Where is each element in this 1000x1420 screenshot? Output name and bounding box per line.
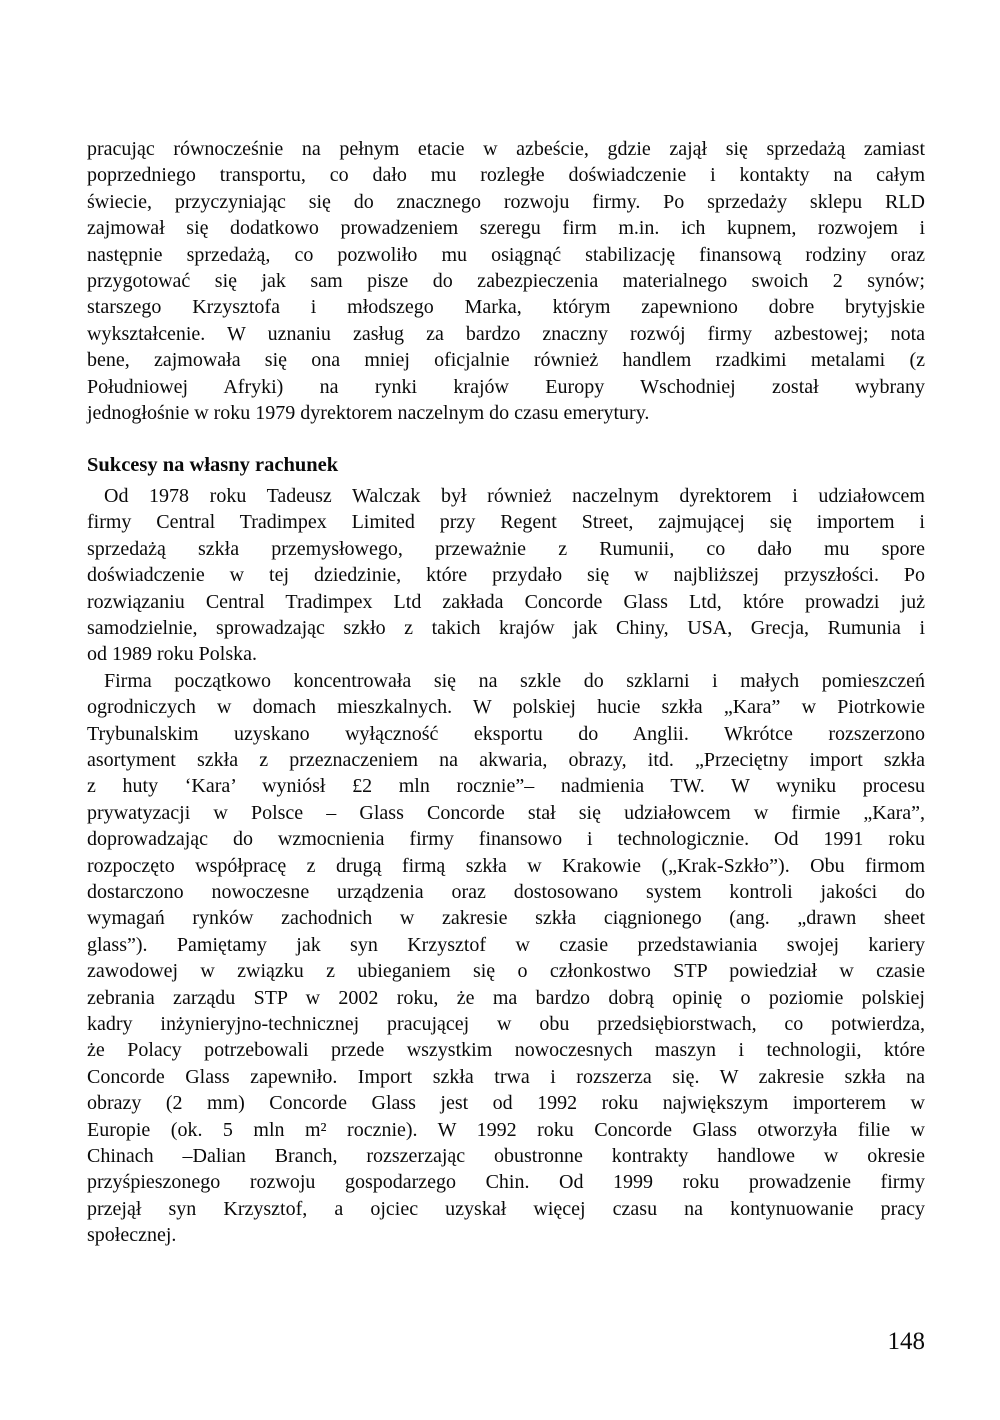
text-line: starszego Krzysztofa i młodszego Marka, którym zapewniono dobre brytyjskie xyxy=(87,296,925,319)
text-line: Południowej Afryki) na rynki krajów Europy Wschodniej został wybrany xyxy=(87,375,925,398)
section-heading: Sukcesy na własny rachunek xyxy=(87,454,339,477)
text-line: przygotować się jak sam pisze do zabezpieczenia materialnego swoich 2 synów; xyxy=(87,270,925,293)
text-line: wykształcenie. W uznaniu zasług za bardzo znaczny rozwój firmy azbestowej; nota xyxy=(87,322,925,345)
text-line: z huty ‘Kara’ wyniósł £2 mln rocznie”– nadmienia TW. W wyniku procesu xyxy=(87,775,925,798)
text-line: poprzedniego transportu, co dało mu rozległe doświadczenie i kontakty na całym xyxy=(87,164,925,187)
text-line: zajmował się dodatkowo prowadzeniem szeregu firm m.in. ich kupnem, rozwojem i xyxy=(87,217,925,240)
paragraph-continuation xyxy=(87,136,925,426)
text-line: firmy Central Tradimpex Limited przy Regent Street, zajmującej się importem i xyxy=(87,511,925,534)
text-line: sprzedażą szkła przemysłowego, przeważnie z Rumunii, co dało mu spore xyxy=(87,537,925,560)
text-line: doprowadzając do wzmocnienia firmy finansowo i technologicznie. Od 1991 roku xyxy=(87,828,925,851)
text-line: ogrodniczych w domach mieszkalnych. W polskiej hucie szkła „Kara” w Piotrkowie xyxy=(87,696,925,719)
text-line: rozpoczęto współpracę z drugą firmą szkła w Krakowie („Krak-Szkło”). Obu firmom xyxy=(87,854,925,877)
text-line: Concorde Glass zapewniło. Import szkła trwa i rozszerza się. W zakresie szkła na xyxy=(87,1065,925,1088)
text-line: samodzielnie, sprowadzając szkło z takich krajów jak Chiny, USA, Grecja, Rumunia i xyxy=(87,616,925,639)
text-line: Chinach –Dalian Branch, rozszerzając obustronne kontrakty handlowe w okresie xyxy=(87,1145,925,1168)
text-line: zawodowej w związku z ubieganiem się o członkostwo STP powiedział w czasie xyxy=(87,960,925,983)
text-line: kadry inżynieryjno-technicznej pracującej w obu przedsiębiorstwach, co potwierdza, xyxy=(87,1013,925,1035)
text-block xyxy=(87,136,925,1249)
text-line: przyśpieszonego rozwoju gospodarzego Chin. Od 1999 roku prowadzenie firmy xyxy=(87,1171,925,1194)
text-line: Firma początkowo koncentrowała się na szkle do szklarni i małych pomieszczeń xyxy=(104,669,925,692)
text-line: Od 1978 roku Tadeusz Walczak był również naczelnym dyrektorem i udziałowcem xyxy=(104,484,925,507)
text-line: Trybunalskim uzyskano wyłączność eksportu do Anglii. Wkrótce rozszerzono xyxy=(87,722,925,745)
text-line: od 1989 roku Polska. xyxy=(87,643,257,666)
text-line: bene, zajmowała się ona mniej oficjalnie również handlem rzadkimi metalami (z xyxy=(87,349,925,372)
paragraph-firma xyxy=(87,668,925,1249)
text-line: asortyment szkła z przeznaczeniem na akwaria, obrazy, itd. „Przeciętny import szkła xyxy=(87,748,925,771)
text-line: społecznej. xyxy=(87,1224,177,1247)
text-line: dostarczono nowoczesne urządzenia oraz dostosowano system kontroli jakości do xyxy=(87,880,925,903)
text-line: glass”). Pamiętamy jak syn Krzysztof w czasie przedstawiania swojej kariery xyxy=(87,933,925,956)
text-line: doświadczenie w tej dziedzinie, które przydało się w najbliższej przyszłości. Po xyxy=(87,564,925,587)
text-line: świecie, przyczyniając się do znacznego rozwoju firmy. Po sprzedaży sklepu RLD xyxy=(87,190,925,213)
page-number: 148 xyxy=(887,1328,925,1355)
text-line: przejął syn Krzysztof, a ojciec uzyskał więcej czasu na kontynuowanie pracy xyxy=(87,1197,925,1220)
text-line: następnie sprzedażą, co pozwoliło mu osiągnąć stabilizację finansową rodziny oraz xyxy=(87,243,925,266)
text-line: zebrania zarządu STP w 2002 roku, że ma bardzo dobrą opinię o poziomie polskiej xyxy=(87,986,925,1009)
text-line: obrazy (2 mm) Concorde Glass jest od 1992 roku największym importerem w xyxy=(87,1092,925,1115)
text-line: że Polacy potrzebowali przede wszystkim nowoczesnych maszyn i technologii, które xyxy=(87,1039,925,1062)
text-line: wymagań rynków zachodnich w zakresie szkła ciągnionego (ang. „drawn sheet xyxy=(87,907,925,930)
text-line: jednogłośnie w roku 1979 dyrektorem naczelnym do czasu emerytury. xyxy=(87,402,650,425)
text-line: Europie (ok. 5 mln m² rocznie). W 1992 roku Concorde Glass otworzyła filie w xyxy=(87,1118,925,1141)
paragraph-central-tradimpex xyxy=(87,483,925,668)
text-line: rozwiązaniu Central Tradimpex Ltd zakłada Concorde Glass Ltd, które prowadzi już xyxy=(87,590,925,613)
text-line: prywatyzacji w Polsce – Glass Concorde stał się udziałowcem w firmie „Kara”, xyxy=(87,801,925,824)
text-line: pracując równocześnie na pełnym etacie w azbeście, gdzie zajął się sprzedażą zamiast xyxy=(87,138,925,160)
